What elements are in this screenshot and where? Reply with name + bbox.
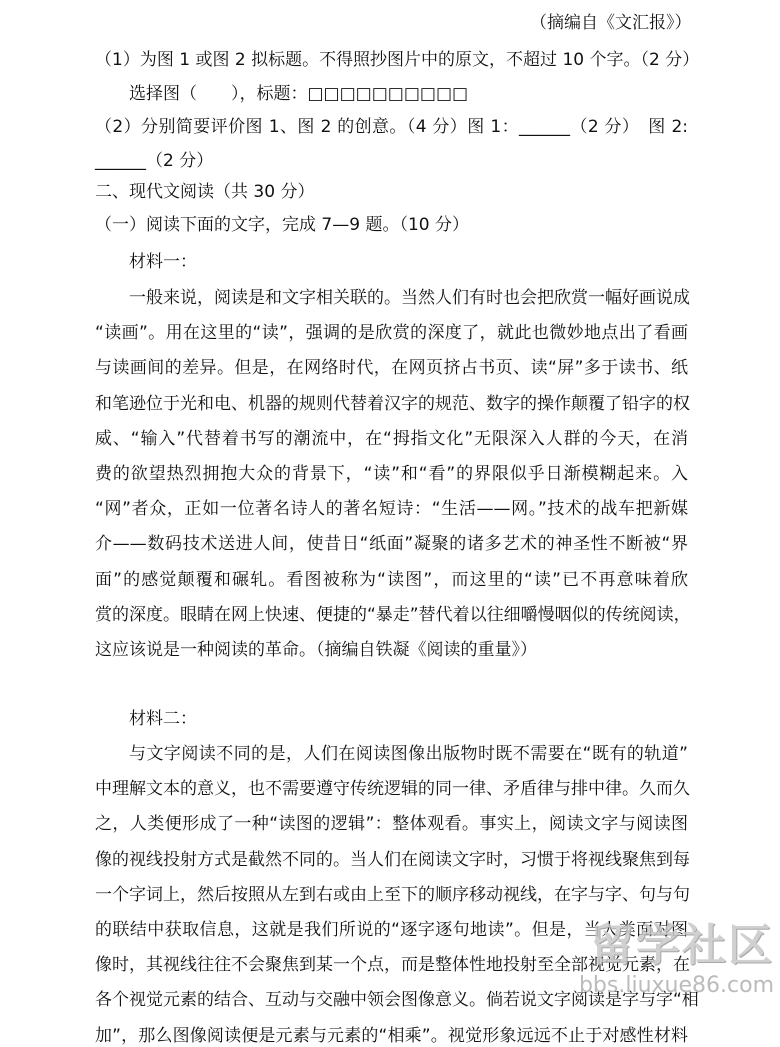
paragraph-line: 一般来说，阅读是和文字相关联的。当然人们有时也会把欣赏一幅好画说成 [129, 288, 690, 308]
paragraph-line: “读画”。用在这里的“读”，强调的是欣赏的深度了，就此也微妙地点出了看画 [95, 323, 688, 344]
watermark-logo: 留学社区 bbs.liuxue86.com [578, 920, 774, 998]
paragraph-line: 像时，其视线往往不会聚焦到某一个点，而是整体性地投射至全部视觉元素，在 [95, 955, 690, 976]
question-2: （2）分别简要评价图 1、图 2 的创意。（4 分）图 1：______（2 分） 图 2: [95, 117, 688, 137]
material-2-label: 材料二： [129, 709, 197, 729]
paragraph-line: 费的欲望热烈拥抱大众的背景下，“读”和“看”的界限似乎日渐模糊起来。入 [95, 464, 688, 484]
paragraph-line: 介——数码技术送进人间，使昔日“纸面”凝聚的诸多艺术的神圣性不断被“界 [95, 534, 688, 555]
paragraph-line: 与文字阅读不同的是，人们在阅读图像出版物时既不需要在“既有的轨道” [129, 744, 688, 764]
question-1-answer-line: 选择图（ ），标题：□□□□□□□□□□ [129, 84, 469, 104]
source-citation: （摘编自《文汇报》） [530, 13, 692, 33]
paragraph-line: 一个字词上，然后按照从左到右或由上至下的顺序移动视线，在字与字、句与句 [95, 884, 690, 905]
paragraph-line: 与读画间的差异。但是，在网络时代，在网页挤占书页、读“屏”多于读书、纸 [95, 358, 688, 379]
paragraph-line: “网”者众，正如一位著名诗人的著名短诗：“生活——网。”技术的战车把新媒 [95, 499, 688, 520]
paragraph-line: 赏的深度。眼睛在网上快速、便捷的“暴走”替代着以往细嚼慢咽似的传统阅读， [95, 604, 691, 625]
question-2-continued: ______（2 分） [95, 151, 214, 171]
paragraph-line: 的联结中获取信息，这就是我们所说的“逐字逐句地读”。但是，当人类面对图 [95, 920, 688, 940]
paragraph-line: 威、“输入”代替着书写的潮流中，在“拇指文化”无限深入人群的今天，在消 [95, 428, 688, 449]
paragraph-line: 中理解文本的意义，也不需要遵守传统逻辑的同一律、矛盾律与排中律。久而久 [95, 779, 690, 800]
paragraph-line: 之，人类便形成了一种“读图的逻辑”：整体观看。事实上，阅读文字与阅读图 [95, 814, 688, 835]
material-1-label: 材料一： [129, 252, 197, 272]
paragraph-line: 和笔逊位于光和电、机器的规则代替着汉字的规范、数字的操作颠覆了铅字的权 [95, 393, 690, 414]
section-heading: 二、现代文阅读（共 30 分） [95, 182, 315, 202]
part-heading: （一）阅读下面的文字，完成 7—9 题。（10 分） [95, 215, 469, 235]
paragraph-line: 这应该说是一种阅读的革命。（摘编自铁凝《阅读的重量》） [95, 640, 537, 660]
paragraph-line: 面”的感觉颠覆和碾轧。看图被称为“读图”，而这里的“读”已不再意味着欣 [95, 569, 688, 590]
paragraph-line: 各个视觉元素的结合、互动与交融中领会图像意义。倘若说文字阅读是字与字“相 [95, 990, 699, 1011]
question-1: （1）为图 1 或图 2 拟标题。不得照抄图片中的原文，不超过 10 个字。（2 分） [95, 50, 700, 70]
paragraph-line: 像的视线投射方式是截然不同的。当人们在阅读文字时，习惯于将视线聚焦到每 [95, 849, 690, 870]
paragraph-line: 加”，那么图像阅读便是元素与元素的“相乘”。视觉形象远远不止于对感性材料 [95, 1025, 688, 1046]
